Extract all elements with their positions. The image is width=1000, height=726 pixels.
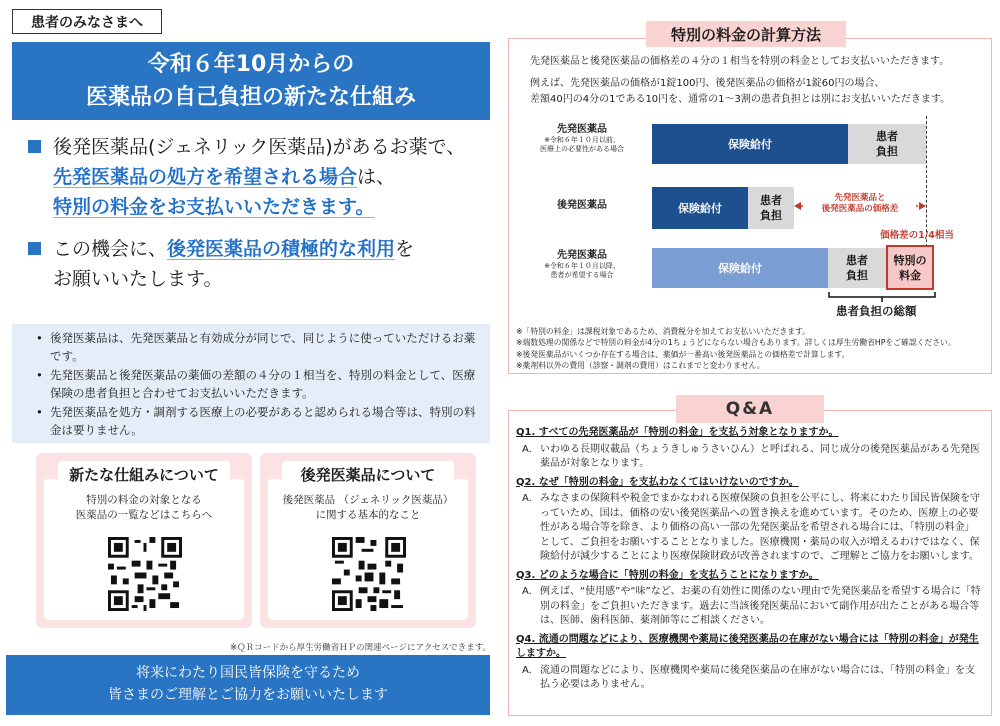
panel-title: 後発医薬品について <box>282 461 454 487</box>
answer-marker: A. <box>522 586 532 597</box>
panel-inner <box>44 479 244 620</box>
panel-desc-line1: 後発医薬品 （ジェネリック医薬品） <box>282 494 454 506</box>
answer-marker: A. <box>522 493 532 504</box>
qr-note: ※ＱＲコードから厚生労働省ＨＰの関連ページにアクセスできます。 <box>230 643 492 653</box>
footer-message <box>6 655 490 715</box>
square-bullet-icon <box>28 140 41 153</box>
title-line2: 医薬品の自己負担の新たな仕組み <box>85 85 416 110</box>
row2-burden2: 負担 <box>760 209 782 222</box>
panel-desc-line2: に関する基本的なこと <box>315 509 421 521</box>
row3-burden2: 負担 <box>846 269 868 282</box>
calc-p2b: 差額40円の4分の1である10円を、通常の1～3割の患者負担とは別にお支払いいただきます。 <box>530 94 951 105</box>
footer-line1: 将来にわたり国民皆保険を守るため <box>136 665 360 681</box>
bullet1-highlight2: 特別の料金をお支払いいただきます。 <box>53 196 375 218</box>
calc-note: ※「特別の料金」は課税対象であるため、消費税分を加えてお支払いいただきます。 <box>516 327 811 336</box>
answer <box>522 664 984 693</box>
bullet1-highlight1: 先発医薬品の処方を希望される場合 <box>53 166 358 188</box>
panel-inner <box>268 479 468 620</box>
qa-list <box>516 422 984 693</box>
bullet2-highlight: 後発医薬品の積極的な利用 <box>167 238 396 260</box>
row3-insurance-bar: 保険給付 <box>652 248 828 288</box>
bullet-special-fee <box>20 132 490 222</box>
row3-note2: 患者が希望する場合 <box>550 271 614 279</box>
calc-p1: 先発医薬品と後発医薬品の価格差の４分の１相当を特別の料金としてお支払いいただきます。 <box>530 56 950 67</box>
row3-special2: 料金 <box>899 268 921 282</box>
row3-label-text: 先発医薬品 <box>557 250 607 261</box>
answer <box>522 492 984 565</box>
calc-p2a: 例えば、先発医薬品の価格が1錠100円、後発医薬品の価格が1錠60円の場合、 <box>530 78 885 89</box>
answer-text: みなさまの保険料や税金でまかなわれる医療保険の負担を公平にし、将来にわたり国民皆保険を守っていため、国は、価格の安い後発医薬品への置き換えを進めています。そのため、医療上の必要性がある場合等を除き、より価格の高い一部の先発医薬品を希望される場合には、「特別の料金」として、ご負担をお願いすることとなりました。医療機関・薬局の収入が増えるわけではなく、保険給付が減少することにより医療保険財政が改善されますので、ご理解とご協力をお願いします。 <box>540 493 980 562</box>
info-item: • 先発医薬品を処方・調剤する医療上の必要があると認められる場合等は、特別の料金は要りません。 <box>36 404 476 439</box>
answer-text: 例えば、“使用感”や“味”など、お薬の有効性に関係のない理由で先発医薬品を希望する場合に「特別の料金」をご負担いただきます。過去に当該後発医薬品において副作用が出たことがある場合等は、医師、歯科医師、薬剤師等にご相談ください。 <box>540 586 981 626</box>
qr-code-new-system[interactable] <box>108 537 182 611</box>
qr-code-generic-info[interactable] <box>332 537 406 611</box>
page-title <box>12 42 490 120</box>
row1-label <box>522 124 642 154</box>
row1-note2: 医療上の必要性がある場合 <box>540 145 624 153</box>
panel-desc <box>268 493 468 523</box>
row3-burden-bar <box>828 248 886 288</box>
total-bracket-icon <box>828 292 936 302</box>
footer-line2: 皆さまのご理解とご協力をお願いいたします <box>108 687 388 703</box>
info-item: • 先発医薬品と後発医薬品の薬価の差額の４分の１相当を、特別の料金として、医療保険の患者負担と合わせてお支払いいただきます。 <box>36 367 476 402</box>
price-diff-line1: 先発医薬品と <box>834 193 886 203</box>
answer-marker: A. <box>522 443 532 455</box>
row2-burden1: 患者 <box>760 194 782 207</box>
panel-desc-line1: 特別の料金の対象となる <box>86 494 202 506</box>
row1-note1: ※令和６年１０月以前、 <box>544 136 620 144</box>
answer-text: いわゆる長期収載品（ちょうきしゅうさいひん）と呼ばれる、同じ成分の後発医薬品がある先発医薬品が対象となります。 <box>540 443 980 469</box>
bullet1-mid: は、 <box>357 166 396 188</box>
price-diff-line2: 後発医薬品の価格差 <box>821 204 899 214</box>
row3-special1: 特別の <box>893 253 927 267</box>
bullet2-text: この機会に、 <box>53 238 168 260</box>
answer-marker: A. <box>522 664 532 676</box>
bullet2-line2: お願いいたします。 <box>53 268 223 290</box>
calc-title: 特別の料金の計算方法 <box>646 21 846 47</box>
panel-title: 新たな仕組みについて <box>58 461 230 487</box>
row1-burden2: 負担 <box>876 145 898 158</box>
panel-new-system <box>36 453 252 628</box>
panel-desc <box>44 493 244 523</box>
row1-label-text: 先発医薬品 <box>557 124 607 135</box>
total-burden-label: 患者負担の総額 <box>836 304 917 318</box>
question: Q3. どのような場合に「特別の料金」を支払うことになりますか。 <box>516 569 819 581</box>
row1-burden-bar <box>848 124 926 164</box>
bullet2-post: を <box>395 238 415 260</box>
main-bullets <box>20 132 490 306</box>
panel-generic-info <box>260 453 476 628</box>
question: Q2. なぜ「特別の料金」を支払わなくてはいけないのですか。 <box>516 476 799 488</box>
row2-insurance-bar: 保険給付 <box>652 187 748 229</box>
row1-burden1: 患者 <box>876 130 898 143</box>
row3-special-fee-bar <box>886 245 934 290</box>
calc-notes <box>516 326 986 371</box>
info-item: • 後発医薬品は、先発医薬品と有効成分が同じで、同じように使っていただけるお薬です。 <box>36 330 476 365</box>
quarter-label: 価格差の1/4相当 <box>880 230 954 241</box>
calc-note: ※薬剤料以外の費用（診察・調剤の費用）はこれまでと変わりません。 <box>516 360 765 370</box>
row2-burden-bar <box>748 187 794 229</box>
calc-explanation <box>530 54 980 114</box>
bullet-generic-use <box>20 234 490 294</box>
row3-note1: ※令和６年１０月以降、 <box>544 262 620 270</box>
square-bullet-icon <box>28 242 41 255</box>
title-line1: 令和６年10月からの <box>147 52 355 77</box>
question: Q1. すべての先発医薬品が「特別の料金」を支払う対象となりますか。 <box>516 427 839 438</box>
panel-desc-line2: 医薬品の一覧などはこちらへ <box>75 509 213 521</box>
row3-burden1: 患者 <box>846 254 868 267</box>
price-diff-label <box>804 193 916 215</box>
answer <box>522 585 984 629</box>
answer <box>522 443 984 472</box>
row1-insurance-bar: 保険給付 <box>652 124 848 164</box>
row3-label <box>522 250 642 280</box>
qa-title: Q&A <box>676 395 824 423</box>
calc-note: ※後発医薬品がいくつか存在する場合は、薬価が一番高い後発医薬品との価格差で計算します。 <box>516 349 850 359</box>
question: Q4. 流通の問題などにより、医療機関や薬局に後発医薬品の在庫がない場合には「特別の料金」が発生しますか。 <box>516 633 979 659</box>
answer-text: 流通の問題などにより、医療機関や薬局に後発医薬品の在庫がない場合には、「特別の料金」を支払う必要はありません。 <box>540 664 975 690</box>
bullet1-text: 後発医薬品(ジェネリック医薬品)があるお薬で、 <box>53 136 466 158</box>
info-box <box>12 324 490 443</box>
calc-note: ※端数処理の関係などで特別の料金が4分の1ちょうどにならない場合もあります。詳しくは厚生労働省HPをご確認ください。 <box>516 338 956 348</box>
audience-tag: 患者のみなさまへ <box>12 9 162 34</box>
row2-label: 後発医薬品 <box>557 200 607 211</box>
